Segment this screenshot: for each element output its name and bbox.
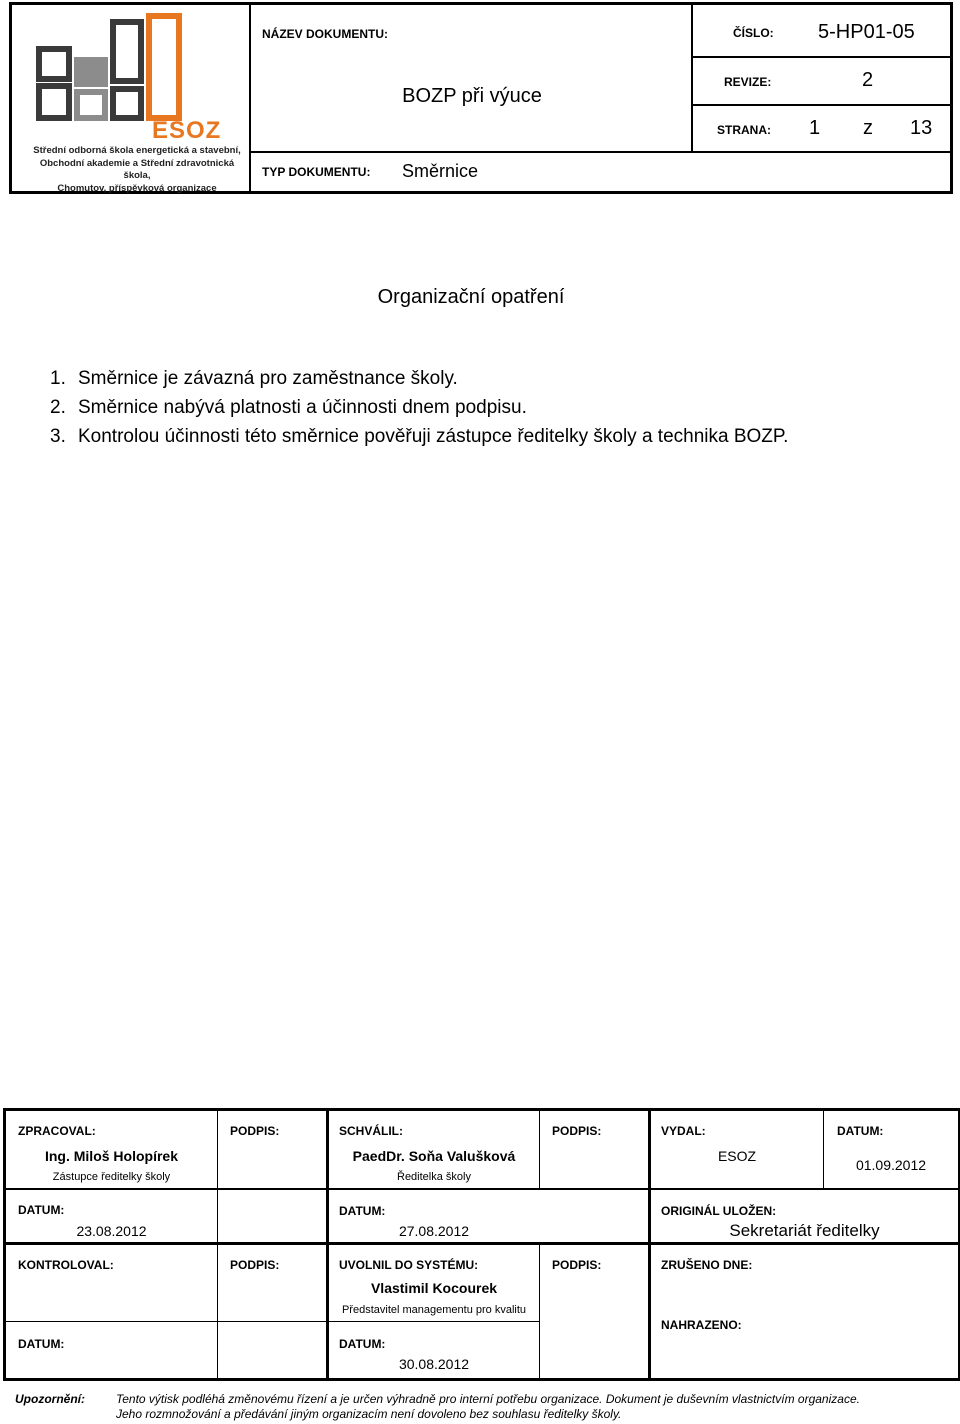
typ-label: TYP DOKUMENTU: xyxy=(262,165,371,179)
datum-label: DATUM: xyxy=(339,1204,386,1218)
schvalil-role: Ředitelka školy xyxy=(397,1171,471,1183)
zpracoval-role: Zástupce ředitelky školy xyxy=(52,1171,171,1183)
uvolnil-name: Vlastimil Kocourek xyxy=(370,1280,498,1296)
zpracoval-label: ZPRACOVAL: xyxy=(18,1124,96,1138)
strana-label: STRANA: xyxy=(717,123,771,137)
datum-label: DATUM: xyxy=(18,1203,65,1217)
esoz-logo xyxy=(12,5,249,194)
original-label: ORIGINÁL ULOŽEN: xyxy=(661,1204,777,1218)
datum-label: DATUM: xyxy=(339,1337,386,1351)
measures-list xyxy=(50,364,788,451)
podpis-label: PODPIS: xyxy=(230,1258,280,1272)
revize-value: 2 xyxy=(862,69,874,91)
kontroloval-label: KONTROLOVAL: xyxy=(18,1258,114,1272)
podpis-label: PODPIS: xyxy=(552,1258,602,1272)
section-heading: Organizační opatření xyxy=(377,286,565,308)
datum-label: DATUM: xyxy=(18,1337,65,1351)
strana-page: 1 xyxy=(809,117,821,139)
zpracoval-datum: 23.08.2012 xyxy=(76,1223,147,1239)
vydal-label: VYDAL: xyxy=(661,1124,706,1138)
vydal-datum: 01.09.2012 xyxy=(855,1157,927,1173)
vydal-value: ESOZ xyxy=(717,1148,757,1164)
uvolnil-label: UVOLNIL DO SYSTÉMU: xyxy=(339,1258,479,1272)
cislo-label: ČÍSLO: xyxy=(733,26,774,40)
logo-caption: Střední odborná škola energetická a stavební, Obchodní akademie a Střední zdravotnická škola, Chomutov, příspěvková organizace xyxy=(33,145,241,194)
list-item: 3. Kontrolou účinnosti této směrnice pověřuji zástupce ředitelky školy a technika BOZP. xyxy=(50,426,789,447)
document-header xyxy=(9,2,953,194)
revize-label: REVIZE: xyxy=(724,75,772,89)
uvolnil-role: Představitel managementu pro kvalitu xyxy=(341,1304,527,1316)
original-value: Sekretariát ředitelky xyxy=(729,1221,880,1240)
zpracoval-name: Ing. Miloš Holopírek xyxy=(44,1148,178,1164)
podpis-label: PODPIS: xyxy=(230,1124,280,1138)
schvalil-label: SCHVÁLIL: xyxy=(339,1124,403,1138)
strana-total: 13 xyxy=(910,117,933,139)
nazev-label: NÁZEV DOKUMENTU: xyxy=(262,27,388,41)
cislo-value: 5-HP01-05 xyxy=(818,21,915,43)
logo-square-gray xyxy=(74,57,108,87)
approval-table xyxy=(3,1108,960,1381)
notice-text: Tento výtisk podléhá změnovému řízení a je určen výhradně pro interní potřebu organizace. Dokument je duševním vlastnictvím organizace. Jeho rozmnožování a předávání jiným organizacím není dovoleno bez souhlasu ředitelky školy. xyxy=(116,1392,860,1421)
typ-value: Směrnice xyxy=(402,161,479,181)
schvalil-name: PaedDr. Soňa Valušková xyxy=(352,1148,516,1164)
strana-of: z xyxy=(863,117,873,139)
logo-text: ESOZ xyxy=(152,117,222,144)
uvolnil-datum: 30.08.2012 xyxy=(398,1356,470,1372)
notice-label: Upozornění: xyxy=(15,1392,85,1406)
schvalil-datum: 27.08.2012 xyxy=(398,1223,470,1239)
nahrazeno-label: NAHRAZENO: xyxy=(661,1318,742,1332)
document-title: BOZP při výuce xyxy=(402,85,542,107)
zruseno-label: ZRUŠENO DNE: xyxy=(661,1258,753,1272)
datum-label: DATUM: xyxy=(837,1124,884,1138)
podpis-label: PODPIS: xyxy=(552,1124,602,1138)
list-item: 2. Směrnice nabývá platnosti a účinnosti dnem podpisu. xyxy=(50,397,527,418)
list-item: 1. Směrnice je závazná pro zaměstnance školy. xyxy=(50,368,458,389)
